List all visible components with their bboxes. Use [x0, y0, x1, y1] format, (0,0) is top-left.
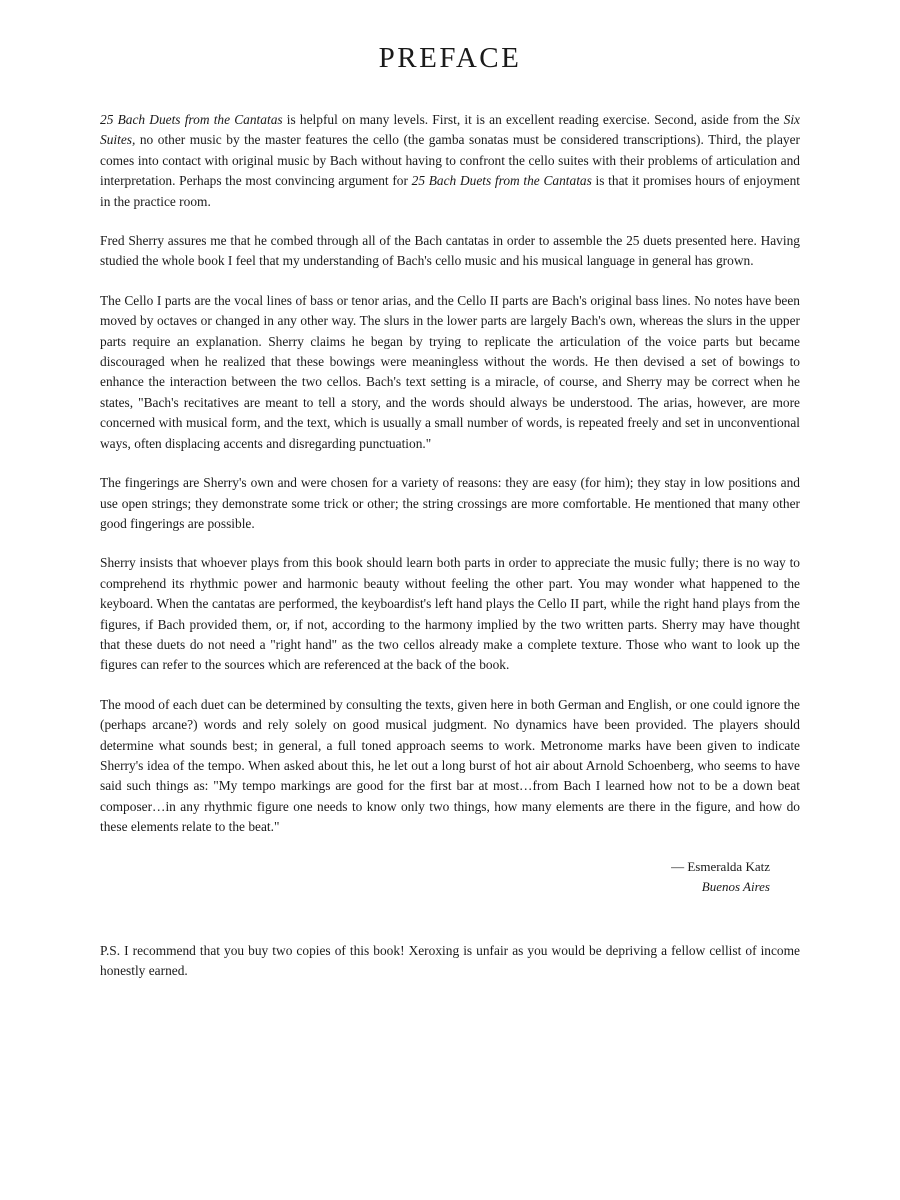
paragraph-5: Sherry insists that whoever plays from this book should learn both parts in order to appreciate the music fully; there is no way to comprehend its rhythmic power and harmonic beauty without feeling the other part. You may wonder what happened to the keyboard. When the cantatas are performed, the keyboardist's left hand plays the Cello II part, while the right hand plays from the figures, if Bach provided them, or, if not, according to the harmony implied by the two written parts. Sherry may have thought that these duets do not need a "right hand" as the two cellos already make a complete texture. Those who want to look up the figures can refer to the sources which are referenced at the back of the book.: [100, 555, 800, 673]
postscript: P.S. I recommend that you buy two copies of this book! Xeroxing is unfair as you would be depriving a fellow cellist of income honestly earned.: [100, 942, 800, 978]
paragraph-3: The Cello I parts are the vocal lines of bass or tenor arias, and the Cello II parts are Bach's original bass lines. No notes have been moved by octaves or changed in any other way. The slurs in the lower parts are largely Bach's own, whereas the slurs in the upper parts require an explanation. Sherry claims he began by trying to replicate the articulation of the voice parts but became discouraged when he realized that these bowings were meaningless without the words. He then devised a set of bowings to enhance the interaction between the two cellos. Bach's text setting is a miracle, of course, and Sherry may be correct when he states, "Bach's recitatives are meant to tell a story, and the words should always be understood. The arias, however, are more concerned with musical form, and the text, which is usually a small number of words, is repeated freely and set in unconventional ways, often displacing accents and disregarding punctuation.": [100, 292, 800, 451]
paragraph-2: Fred Sherry assures me that he combed through all of the Bach cantatas in order to assemble the 25 duets presented here. Having studied the whole book I feel that my understanding of Bach's cello music and his musical language in general has grown.: [100, 233, 800, 269]
signature-name: — Esmeralda Katz: [671, 858, 770, 874]
paragraph-text: is helpful on many levels. First, it is an excellent reading exercise. Second, aside from the: [282, 112, 784, 127]
book-title: 25 Bach Duets from the Cantatas: [100, 112, 283, 127]
book-title: 25 Bach Duets from the Cantatas: [411, 173, 592, 189]
paragraph-6: The mood of each duet can be determined by consulting the texts, given here in both German and English, or one could ignore the (perhaps arcane?) words and rely solely on good musical judgment. No dynamics have been provided. The players should determine what sounds best; in general, a full toned approach seems to work. Metronome marks have been given to indicate Sherry's idea of the tempo. When asked about this, he let out a long burst of hot air about Arnold Schoenberg, who seems to have said such things as: "My tempo markings are good for the first bar at most…from Bach I learned how not to be a down beat composer…in any rhythmic figure one needs to know only two things, how many elements are there in the figure, and how do these elements relate to the beat.": [100, 696, 800, 835]
signature-block: [100, 857, 800, 897]
signature-place: Buenos Aires: [701, 878, 770, 894]
paragraph-1: [100, 110, 800, 212]
paragraph-text: no other music by the master features the cello (the gamba sonatas must be considered transcriptions). Third, the player comes into contact with original music by Bach without having to confront the cello suites with their problems of articulation and interpretation. Perhaps the most convincing argument for: [100, 132, 800, 189]
six-suites-title: Six Suites,: [100, 112, 800, 148]
paragraph-4: The fingerings are Sherry's own and were chosen for a variety of reasons: they are easy (for him); they stay in low positions and use open strings; they demonstrate some trick or other; the string crossings are more comfortable. He mentioned that many other good fingerings are possible.: [100, 475, 800, 531]
page-title: PREFACE: [378, 42, 522, 74]
preface-body: [100, 110, 800, 1000]
paragraph-text: is that it promises hours of enjoyment in the practice room.: [100, 173, 800, 209]
